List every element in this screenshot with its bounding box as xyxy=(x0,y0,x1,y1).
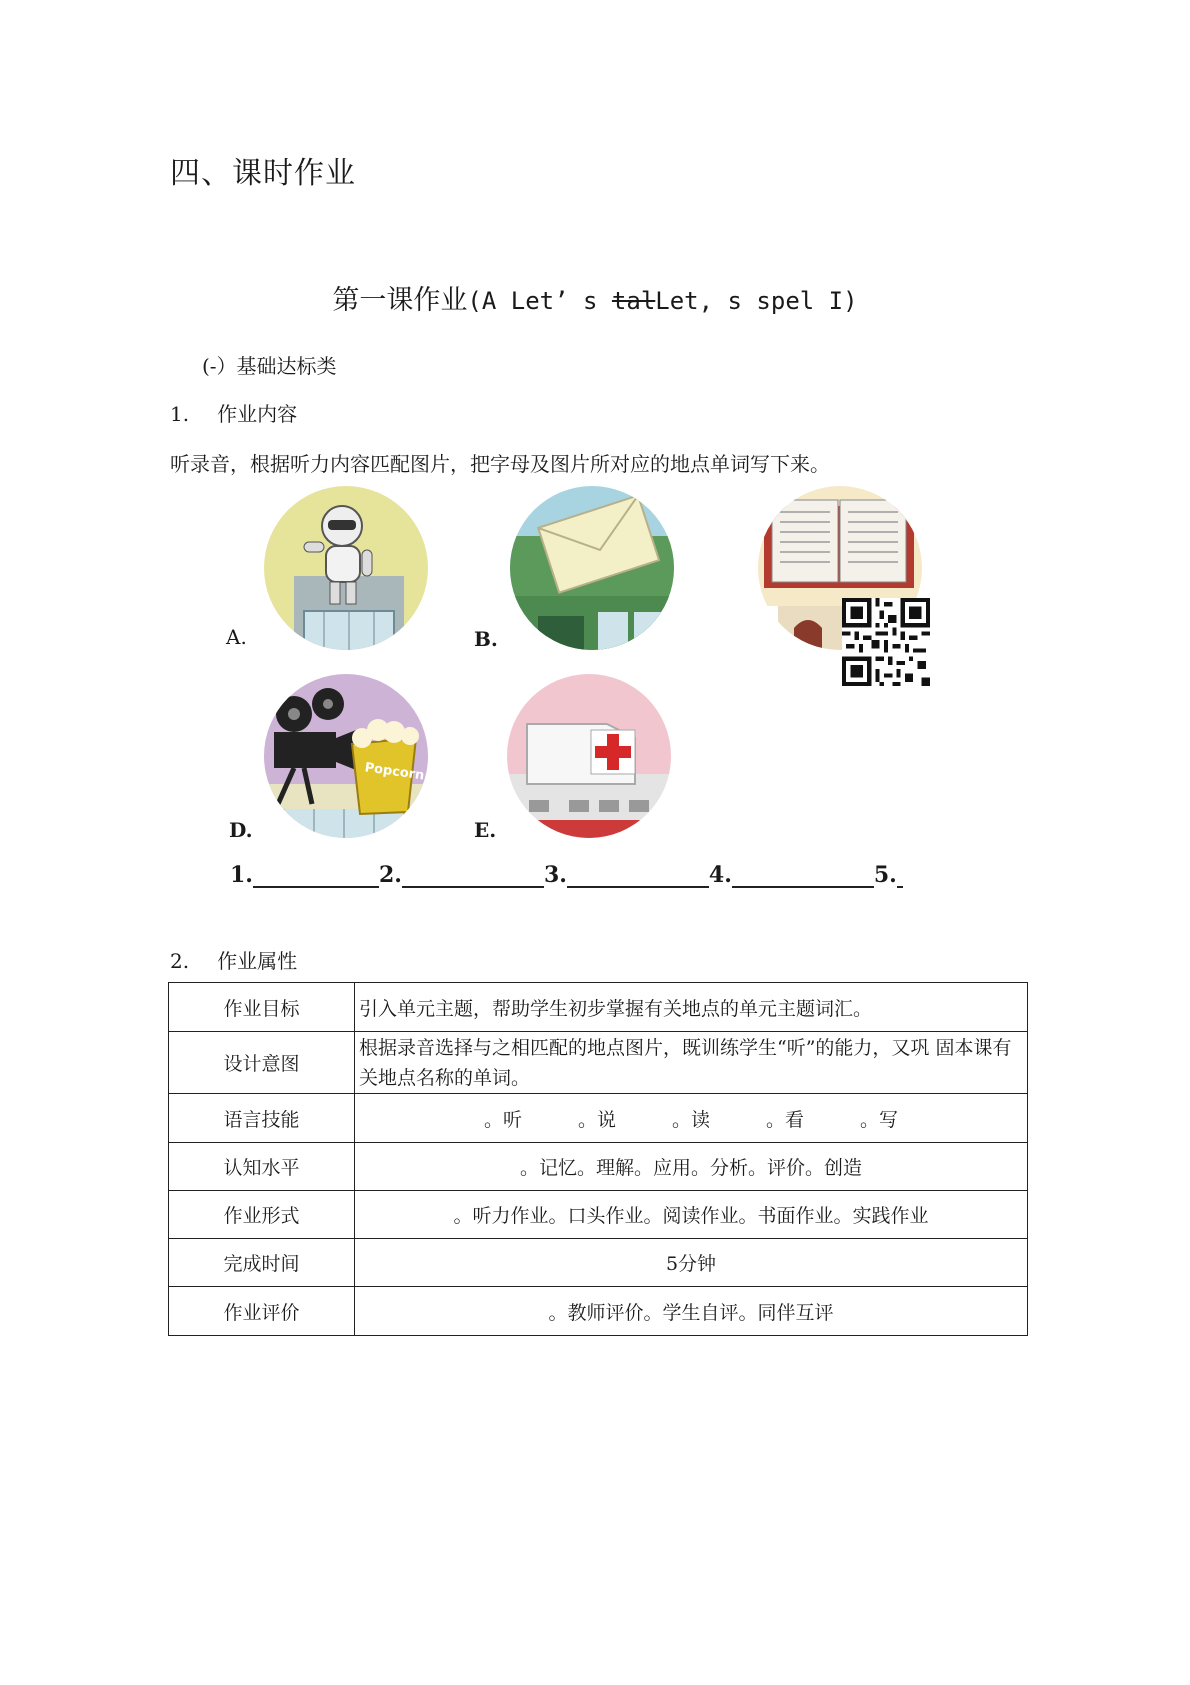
answer-blank-4[interactable] xyxy=(732,885,874,888)
answer-blank-2[interactable] xyxy=(402,885,544,888)
answer-blank-3[interactable] xyxy=(567,885,709,888)
blank-number-1: 1. xyxy=(230,862,253,888)
picture-label-d: D. xyxy=(229,818,253,842)
blank-number-5: 5. xyxy=(873,862,897,888)
attr-key: 设计意图 xyxy=(169,1032,355,1094)
answer-blank-5[interactable] xyxy=(897,885,903,888)
blank-number-4: 4. xyxy=(708,862,732,888)
attr-value: 。听力作业。口头作业。阅读作业。书面作业。实践作业 xyxy=(355,1191,1028,1239)
attr-value: 5分钟 xyxy=(355,1239,1028,1287)
item2-heading xyxy=(170,945,297,974)
picture-label-e: E. xyxy=(474,818,497,842)
lesson-title xyxy=(0,278,1190,317)
table-row xyxy=(169,1032,1028,1094)
item1-number: 1. xyxy=(170,402,190,426)
section-heading: 四、课时作业 xyxy=(170,156,356,191)
table-row xyxy=(169,1287,1028,1336)
svg-text:Popcorn: Popcorn xyxy=(363,760,426,784)
option-view[interactable]: 。看 xyxy=(766,1108,805,1131)
blank-number-3: 3. xyxy=(543,862,567,888)
attr-value: 根据录音选择与之相匹配的地点图片，既训练学生“听”的能力，又巩 固本课有关地点名称的单词。 xyxy=(355,1032,1028,1094)
attr-key: 认知水平 xyxy=(169,1143,355,1191)
picture-label-b: B. xyxy=(474,627,498,651)
attr-key: 作业目标 xyxy=(169,983,355,1032)
option-speak[interactable]: 。说 xyxy=(577,1108,616,1131)
option-read[interactable]: 。读 xyxy=(671,1108,710,1131)
attr-value-options xyxy=(355,1094,1028,1143)
lesson-title-cn: 第一课作业 xyxy=(332,285,468,316)
envelope-icon xyxy=(510,486,674,650)
blank-number-2: 2. xyxy=(378,862,402,888)
item1-label: 作业内容 xyxy=(217,402,298,426)
qr-code-icon xyxy=(842,598,930,686)
robot-icon xyxy=(264,486,428,650)
category-label: (-）基础达标类 xyxy=(202,354,337,378)
item2-number: 2. xyxy=(170,949,190,973)
attr-value: 。教师评价。学生自评。同伴互评 xyxy=(355,1287,1028,1336)
table-row xyxy=(169,1094,1028,1143)
item2-label: 作业属性 xyxy=(217,949,298,973)
instruction-text: 听录音，根据听力内容匹配图片，把字母及图片所对应的地点单词写下来。 xyxy=(170,452,830,476)
attr-value: 。记忆。理解。应用。分析。评价。创造 xyxy=(355,1143,1028,1191)
table-row xyxy=(169,1191,1028,1239)
lesson-title-en-strike: tal xyxy=(611,287,656,315)
answer-blank-1[interactable] xyxy=(253,885,379,888)
answer-blanks xyxy=(230,862,903,888)
attr-key: 作业评价 xyxy=(169,1287,355,1336)
attr-value: 引入单元主题，帮助学生初步掌握有关地点的单元主题词汇。 xyxy=(355,983,1028,1032)
lesson-title-en-post: Let, s spel I) xyxy=(655,287,858,315)
attr-key: 语言技能 xyxy=(169,1094,355,1143)
option-write[interactable]: 。写 xyxy=(860,1108,899,1131)
picture-label-a: A. xyxy=(226,625,247,649)
table-row xyxy=(169,1239,1028,1287)
popcorn-icon xyxy=(264,674,428,838)
option-listen[interactable]: 。听 xyxy=(483,1108,522,1131)
table-row xyxy=(169,983,1028,1032)
item1-heading xyxy=(170,398,297,427)
table-row xyxy=(169,1143,1028,1191)
lesson-title-en-pre: (A Let’ s xyxy=(467,287,612,315)
hospital-cross-icon xyxy=(507,674,671,838)
attr-key: 完成时间 xyxy=(169,1239,355,1287)
homework-attributes-table xyxy=(168,982,1028,1336)
attr-key: 作业形式 xyxy=(169,1191,355,1239)
